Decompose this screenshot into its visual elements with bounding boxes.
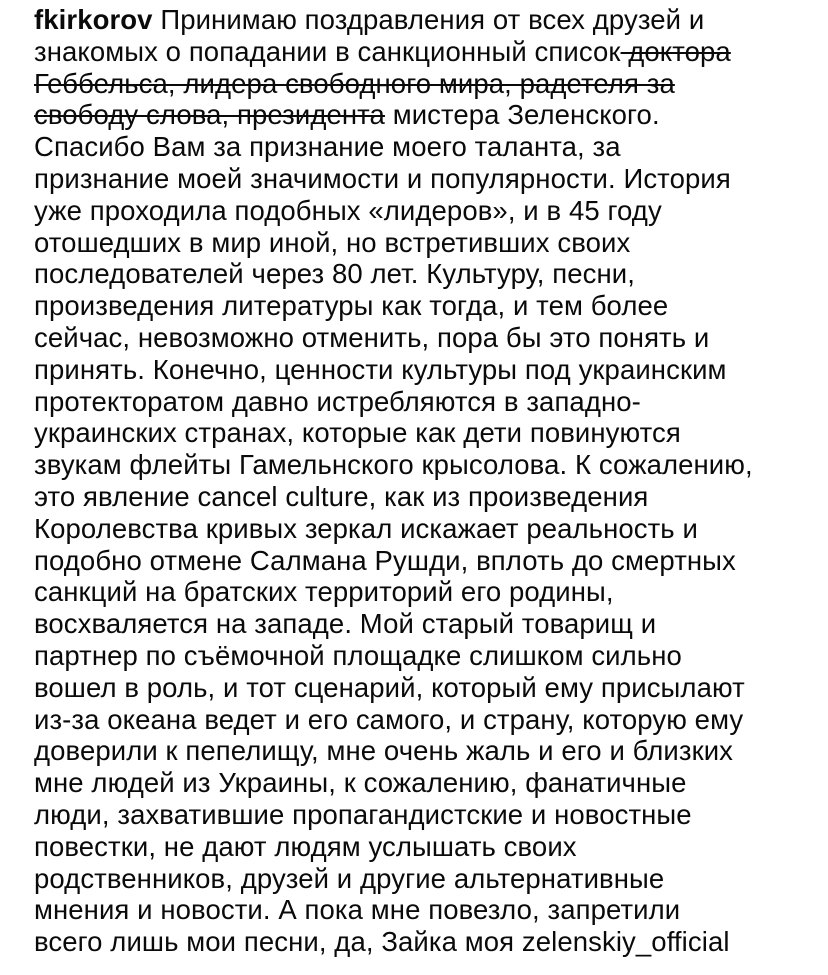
struck-text: Геббельса, лидера свободного мира, радетеля за	[34, 67, 675, 99]
caption-line: последователей через 80 лет. Культуру, песни,	[34, 258, 635, 290]
caption-line: Спасибо Вам за признание моего таланта, за	[34, 131, 621, 163]
caption-line: мнения и новости. А пока мне повезло, запретили	[34, 894, 681, 926]
caption-line: вошел в роль, и тот сценарий, который ему присылают	[34, 671, 745, 703]
caption-line: протекторатом давно истребляются в западно-	[34, 385, 641, 417]
caption-line: мне людей из Украины, к сожалению, фанатичные	[34, 767, 687, 799]
caption-line: украинских странах, которые как дети повинуются	[34, 417, 681, 449]
caption-text: мистера Зеленского.	[384, 99, 660, 131]
caption-text: знакомых о попадании в санкционный список	[34, 35, 621, 67]
post-caption	[34, 4, 814, 958]
username-link[interactable]: fkirkorov	[34, 4, 153, 35]
caption-line: Королевства кривых зеркал искажает реальность и	[34, 512, 698, 544]
caption-line	[34, 36, 814, 68]
caption-line: восхваляется на западе. Мой старый товарищ и	[34, 608, 657, 640]
caption-line: признание моей значимости и популярности. История	[34, 162, 731, 194]
caption-line: подобно отмене Салмана Рушди, вплоть до смертных	[34, 544, 736, 576]
caption-line	[34, 68, 814, 100]
caption-line: санкций на братских территорий его родины,	[34, 576, 614, 608]
caption-text: Принимаю поздравления от всех друзей и	[152, 4, 705, 35]
caption-line: всего лишь мои песни, да, Зайка моя zelenskiy_official	[34, 926, 730, 958]
caption-line: отошедших в мир иной, но встретивших своих	[34, 226, 631, 258]
caption-line: произведения литературы как тогда, и тем более	[34, 290, 669, 322]
struck-text: доктора	[620, 35, 731, 67]
caption-line: повестки, не дают людям услышать своих	[34, 830, 577, 862]
struck-text: свободу слова, президента	[34, 99, 385, 131]
caption-line: родственников, друзей и другие альтернативные	[34, 862, 665, 894]
caption-line: люди, захватившие пропагандистские и новостные	[34, 798, 692, 830]
caption-line: принять. Конечно, ценности культуры под украинским	[34, 353, 727, 385]
caption-line	[34, 4, 814, 36]
caption-line: из-за океана ведет и его самого, и страну, которую ему	[34, 703, 744, 735]
caption-line: звукам флейты Гамельнского крысолова. К сожалению,	[34, 449, 753, 481]
caption-line: доверили к пепелищу, мне очень жаль и его и близких	[34, 735, 734, 767]
caption-line: партнер по съёмочной площадке слишком сильно	[34, 639, 682, 671]
caption-line: уже проходила подобных «лидеров», и в 45 году	[34, 194, 662, 226]
caption-line: сейчас, невозможно отменить, пора бы это понять и	[34, 321, 710, 353]
caption-line	[34, 99, 814, 131]
caption-line: это явление cancel culture, как из произведения	[34, 480, 649, 512]
